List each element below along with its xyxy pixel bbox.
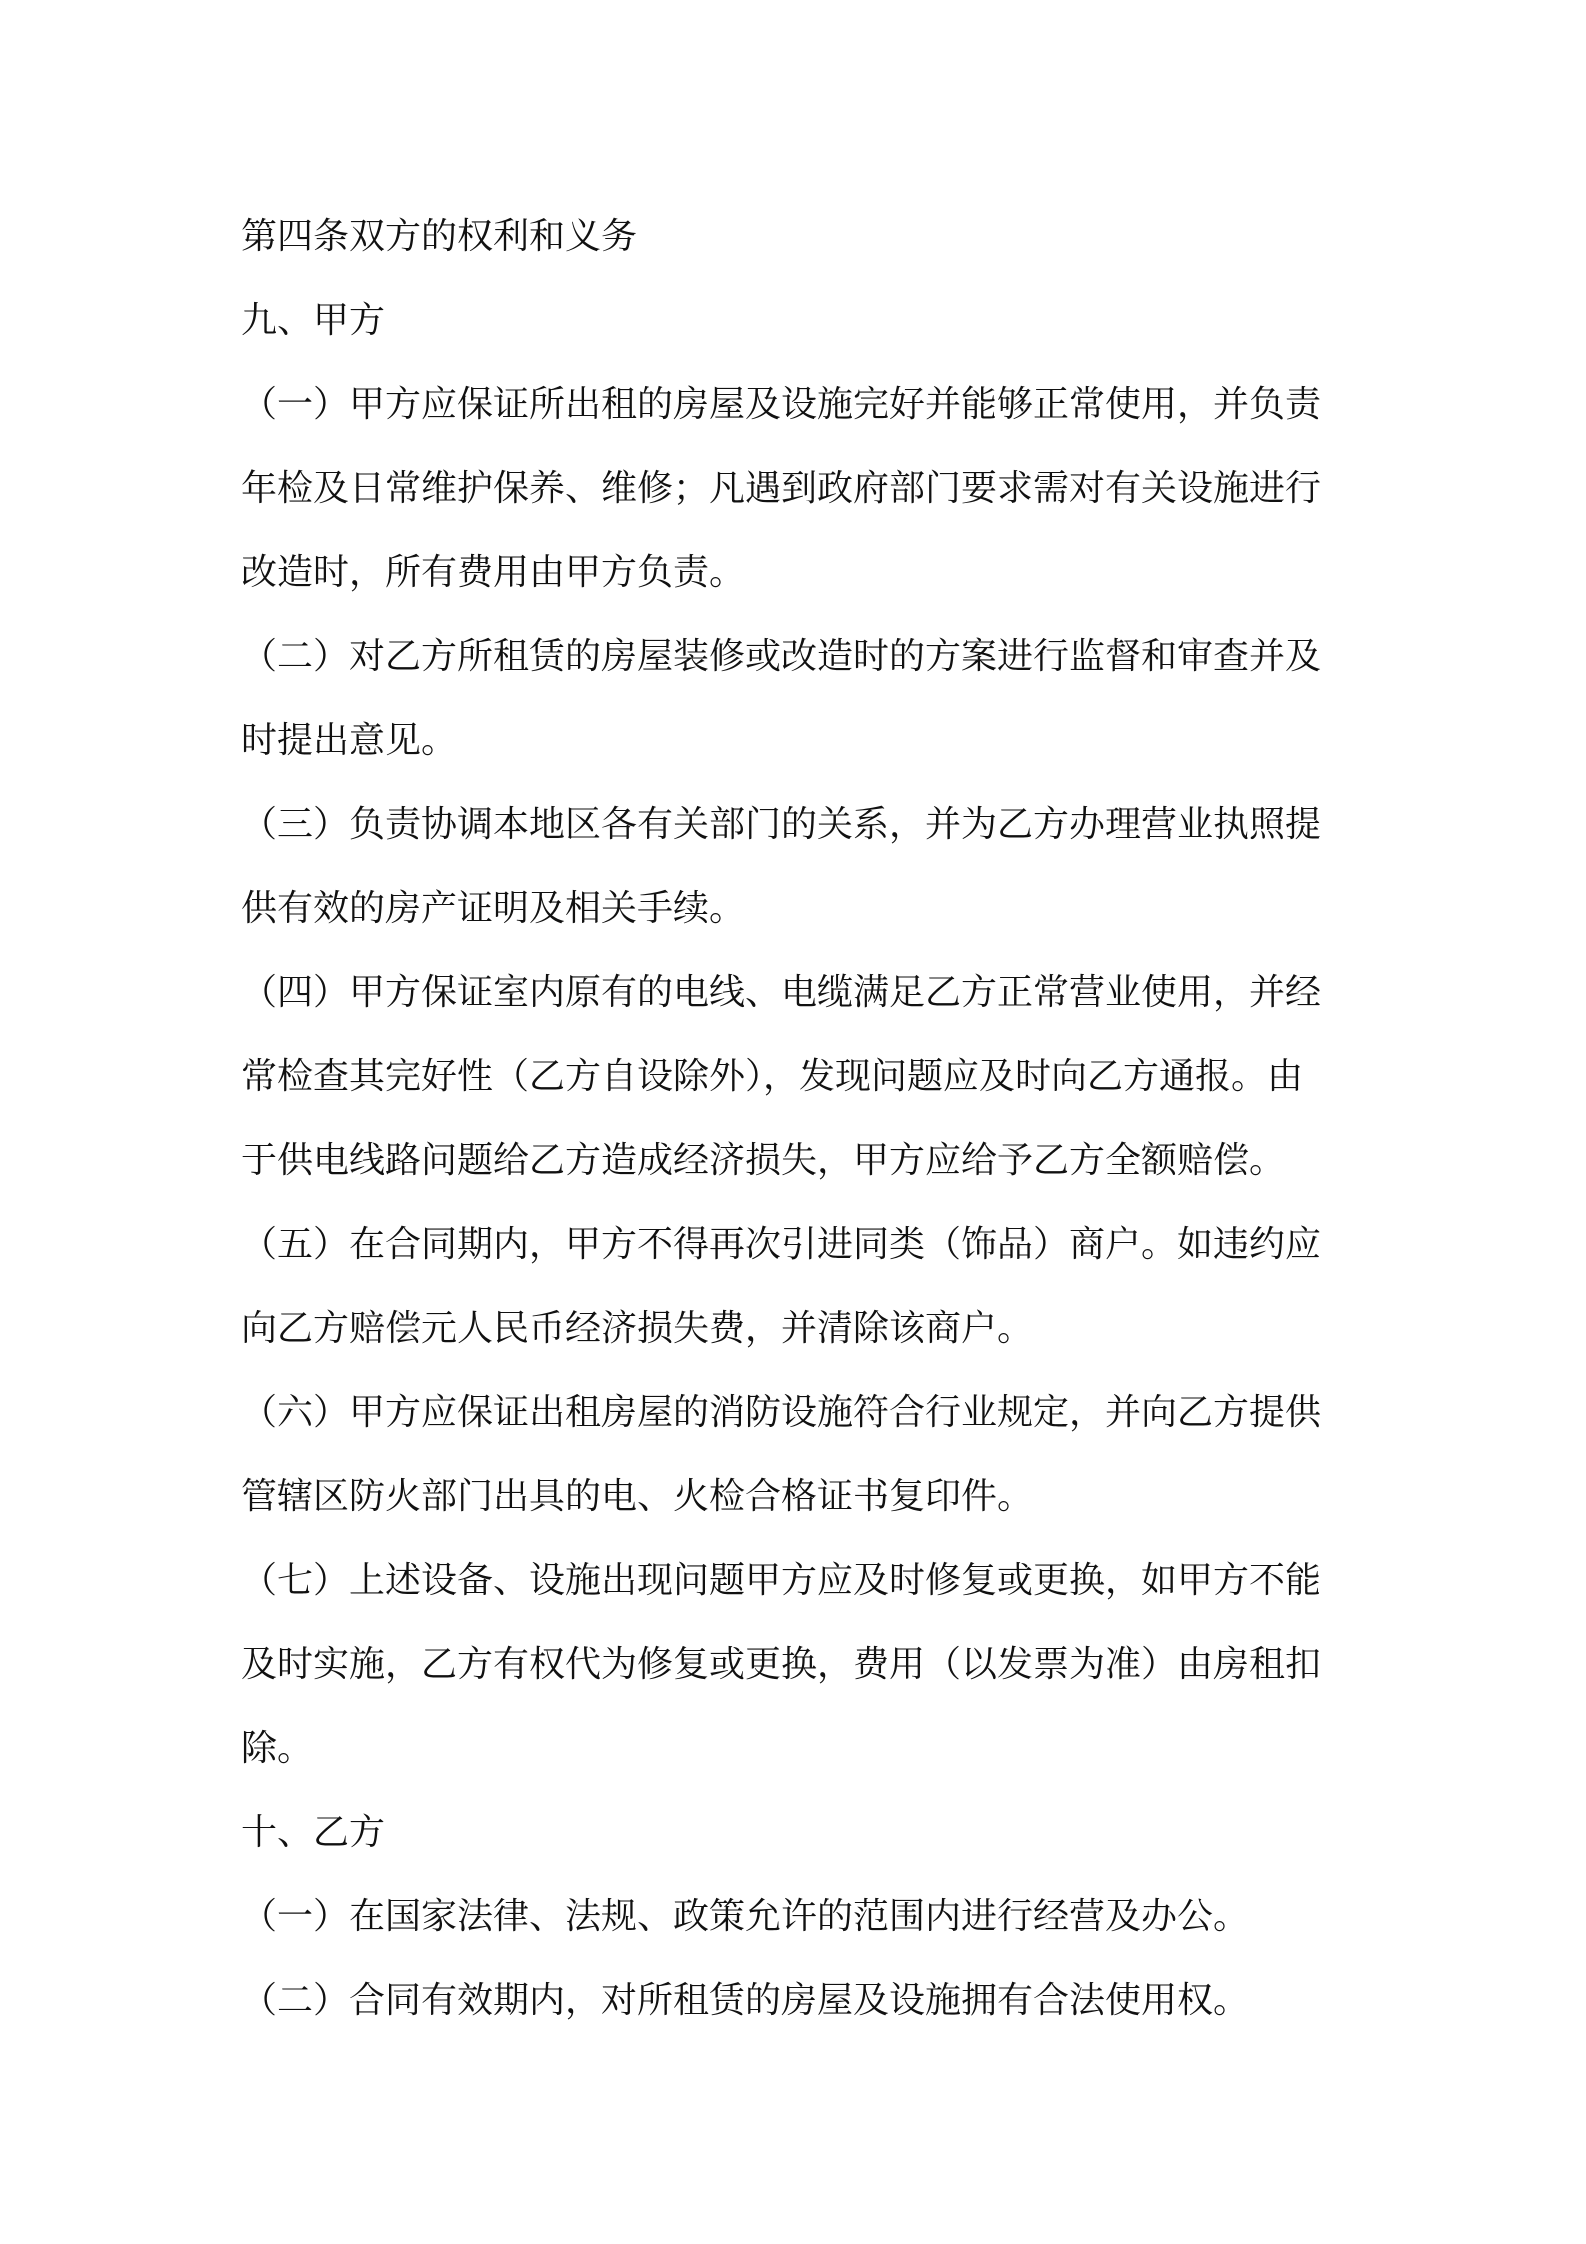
text-line: （二）合同有效期内，对所租赁的房屋及设施拥有合法使用权。 — [241, 1980, 1250, 2021]
document-body — [241, 195, 1361, 2043]
section-heading-party-a: 九、甲方 — [241, 300, 386, 341]
text-line: 于供电线路问题给乙方造成经济损失，甲方应给予乙方全额赔偿。 — [241, 1140, 1286, 1181]
text-line: （六）甲方应保证出租房屋的消防设施符合行业规定，并向乙方提供 — [241, 1392, 1322, 1433]
text-line: 除。 — [241, 1728, 314, 1769]
text-line: （二）对乙方所租赁的房屋装修或改造时的方案进行监督和审查并及 — [241, 636, 1322, 677]
text-line: 及时实施，乙方有权代为修复或更换，费用（以发票为准）由房租扣 — [241, 1644, 1322, 1685]
text-line: 常检查其完好性（乙方自设除外），发现问题应及时向乙方通报。由 — [241, 1056, 1304, 1097]
text-line: （三）负责协调本地区各有关部门的关系，并为乙方办理营业执照提 — [241, 804, 1322, 845]
text-line: 向乙方赔偿元人民币经济损失费，并清除该商户。 — [241, 1308, 1034, 1349]
text-line: （五）在合同期内，甲方不得再次引进同类（饰品）商户。如违约应 — [241, 1224, 1322, 1265]
text-line: 管辖区防火部门出具的电、火检合格证书复印件。 — [241, 1476, 1034, 1517]
section-heading-party-b: 十、乙方 — [241, 1812, 386, 1853]
text-line: 年检及日常维护保养、维修；凡遇到政府部门要求需对有关设施进行 — [241, 468, 1322, 509]
text-line: （四）甲方保证室内原有的电线、电缆满足乙方正常营业使用，并经 — [241, 972, 1322, 1013]
text-line: 时提出意见。 — [241, 720, 458, 761]
text-line: （一）甲方应保证所出租的房屋及设施完好并能够正常使用，并负责 — [241, 384, 1322, 425]
text-line: （一）在国家法律、法规、政策允许的范围内进行经营及办公。 — [241, 1896, 1250, 1937]
text-line: 供有效的房产证明及相关手续。 — [241, 888, 746, 929]
text-line: （七）上述设备、设施出现问题甲方应及时修复或更换，如甲方不能 — [241, 1560, 1322, 1601]
text-line: 改造时，所有费用由甲方负责。 — [241, 552, 746, 593]
article-title: 第四条双方的权利和义务 — [241, 216, 638, 257]
